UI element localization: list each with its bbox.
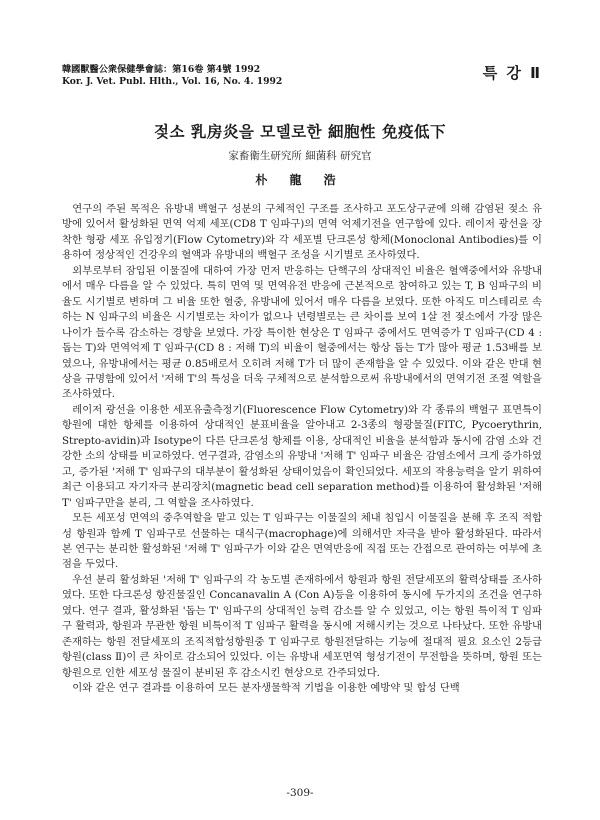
body-paragraph: 우선 분리 활성화된 '저해 T' 임파구의 각 농도별 존재하에서 항원과 항원 전달세포의 활력상태를 조사하였다. 또한 다크론성 항진물질인 Concanavalin A (Con A)등을 이용하여 동시에 두가지의 조건을 연구하였다. 연구 결과, 활성화된 '돕는 T' 임파구의 상대적인 능력 감소를 알 수 있었고, 이는 항원 특이적 T 임파구 활력과, 항원과 무관한 항원 비특이적 T 임파구 활력을 동시에 저해시키는 것으로 나타났다. 또한 유방내 존재하는 항원 전달세포의 조직적합성항원중 T 임파구로 항원전달하는 기능에 절대적 필요 요소인 2등급 항원(class Ⅱ)이 큰 차이로 감소되어 있었다. 이는 유방내 세포면역 형성기전이 무전함을 뜻하며, 항원 또는 항원으로 인한 세포성 물질이 분비된 후 감소시킨 현상으로 간주되었다.: [62, 573, 543, 679]
body-paragraph: 이와 같은 연구 결과를 이용하여 모든 분자생물학적 기법을 이용한 예방약 및 합성 단백: [72, 682, 460, 695]
journal-header: [62, 64, 282, 88]
article-body: [62, 202, 542, 697]
author-affiliation: 家畜衛生研究所 細菌科 研究官: [228, 150, 372, 162]
journal-citation-english: Kor. J. Vet. Publ. Hlth., Vol. 16, No. 4. 1992: [62, 76, 283, 87]
author-name: 朴 龍 浩: [255, 173, 345, 187]
page-number: -309-: [286, 787, 314, 799]
article-title: 젖소 乳房炎을 모델로한 細胞性 免疫低下: [154, 122, 446, 141]
body-paragraph: 외부로부터 잠입된 이물질에 대하여 가장 먼저 반응하는 단핵구의 상대적인 비율은 혈액중에서와 유방내에서 매우 다름을 알 수 있었다. 특히 면역 및 면역유전 반응에 근본적으로 참여하고 있는 T, B 임파구의 비율도 시기별로 변하며 그 비율 또한 혈중, 유방내에 있어서 매우 다름을 보였다. 또한 아직도 미스테리로 속하는 N 임파구의 비율은 시기별로는 차이가 없으나 년령별로는 큰 차이를 보여 1살 전 젖소에서 가장 많은 나이가 들수록 감소하는 경향을 보였다. 가장 특이한 현상은 T 임파구 중에서도 면역증가 T 임파구(CD 4 : 돕는 T)와 면역억제 T 임파구(CD 8 : 저해 T)의 비율이 혈중에서는 항상 돕는 T가 많아 평균 1.53배를 보였으나, 유방내에서는 평균 0.85배로서 오히려 저해 T가 더 많이 존재함을 알 수 있었다. 이와 같은 반대 현상을 규명함에 있어서 '저해 T'의 특성을 더욱 구체적으로 분석함으로써 유방내에서의 면역기전 조절 역할을 조사하였다.: [62, 264, 542, 401]
section-label: 특 강 Ⅱ: [482, 64, 542, 82]
body-paragraph: 레이저 광선을 이용한 세포유출측정기(Fluorescence Flow Cytometry)와 각 종류의 백혈구 표면특이항원에 대한 항체를 이용하여 상대적인 분표비율을 알아내고 2-3종의 형광물질(FITC, Pycoerythrin, Strepto-avidin)과 Isotype이 다른 단크론성 항체를 이용, 상대적인 비율을 분석함과 동시에 감염 소와 건강한 소의 상태를 비교하였다. 연구결과, 감염소의 유방내 '저해 T' 임파구 비율은 감염소에서 크게 증가하였고, 증가된 '저해 T' 임파구의 대부분이 활성화된 상태이었음이 확인되었다. 세포의 작용능력을 알기 위하여 최근 이용되고 자기자극 분리장치(magnetic bead cell separation method)를 이용하여 활성화된 '저해 T' 임파구만을 분리, 그 역할을 조사하였다.: [62, 403, 542, 509]
body-paragraph: 연구의 주된 목적은 유방내 백혈구 성분의 구체적인 구조를 조사하고 포도상구균에 의해 감염된 젖소 유방에 있어서 활성화된 면역 억제 세포(CD8 T 임파구)의 면역 억제기전을 연구함에 있다. 레이저 광선을 장착한 형광 세포 유입정기(Flow Cytometry)와 각 세포별 단크론성 항체(Monoclonal Antibodies)를 이용하여 정상적인 건강우의 혈액과 유방내의 백혈구 조성을 시기별로 조사하였다.: [62, 203, 542, 262]
body-paragraph: 모든 세포성 면역의 중추역할을 맡고 있는 T 임파구는 이물질의 체내 침입시 이물질을 분해 후 조직 적합성 항원과 함께 T 임파구로 선물하는 대식구(macrophage)에 의해서만 자극을 받아 활성화된다. 따라서 본 연구는 분리한 활성화된 '저해 T' 임파구가 이와 같은 면역반응에 직접 또는 간접으로 관여하는 여부에 초점을 두었다.: [62, 512, 542, 571]
journal-citation-korean: 韓國獸醫公衆保健學會誌：第16卷 第4號 1992: [62, 64, 261, 75]
